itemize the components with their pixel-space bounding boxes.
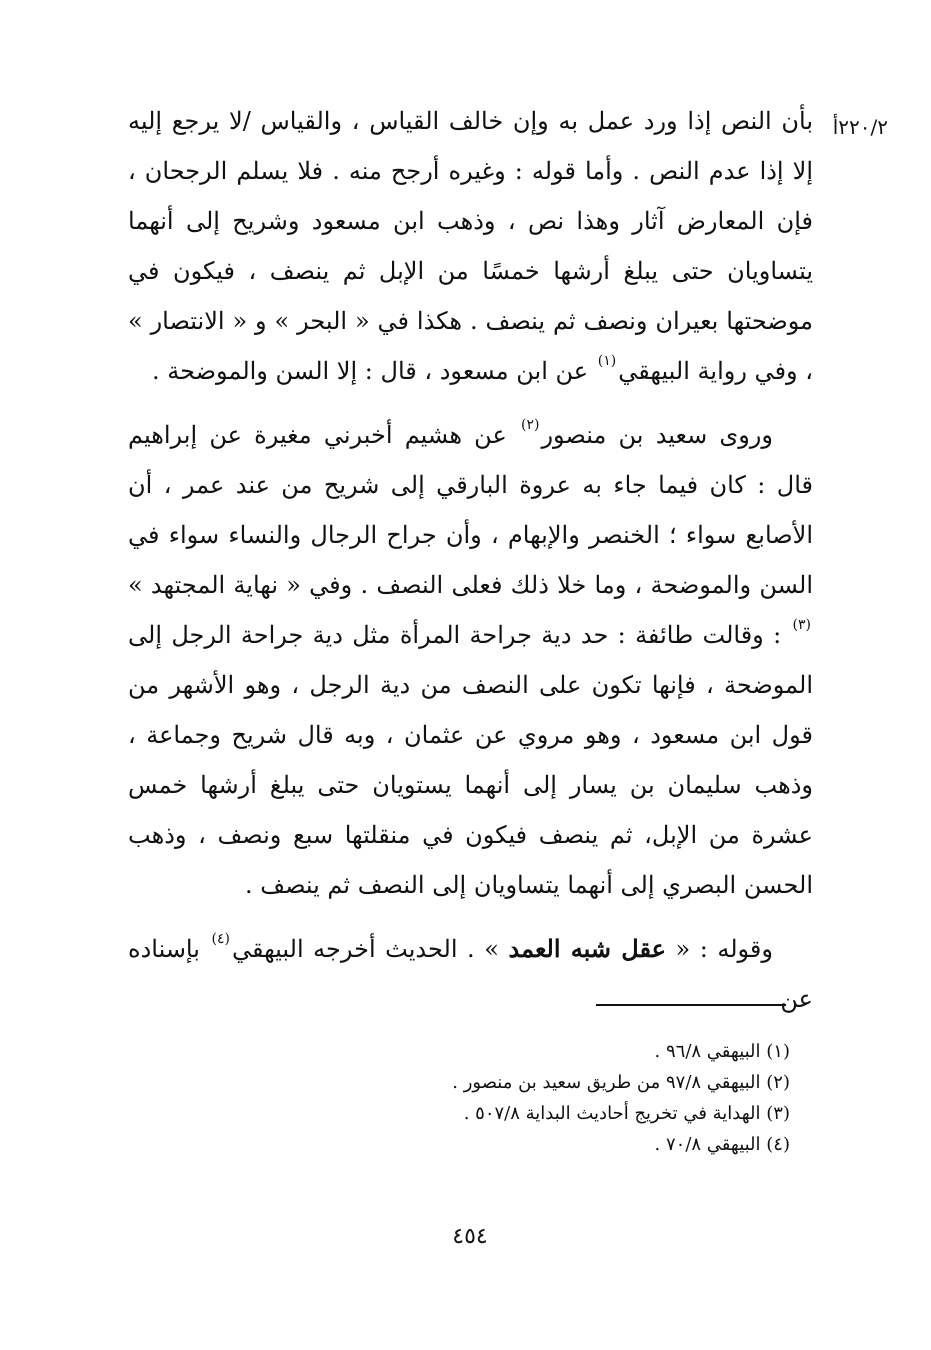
footnote-separator [596, 1004, 786, 1006]
paragraph-1-text: بأن النص إذا ورد عمل به وإن خالف القياس ، والقياس /لا يرجع إليه إلا إذا عدم النص . وأما قوله : وغيره أرجح منه . فلا يسلم الرجحان ، فإن المعارض آثار وهذا نص ، وذهب ابن مسعود وشريح إلى أنهما يتساويان حتى يبلغ أرشها خمسًا من الإبل ثم ينصف ، فيكون في موضحتها بعيران ونصف ثم ينصف . هكذا في « البحر » و « الانتصار » ، وفي رواية البيهقي [128, 107, 813, 385]
footnotes-list [200, 1036, 790, 1160]
footnote-marker-4[interactable]: (٤) [211, 931, 230, 947]
paragraph-3-text-continued: » . الحديث أخرجه البيهقي [231, 935, 499, 963]
paragraph-2-text: وروى سعيد بن منصور [541, 421, 773, 449]
manuscript-folio-reference: ٢٢٠/٢أ [832, 115, 888, 139]
paragraph-3 [128, 924, 813, 1024]
paragraph-2-text-continued: عن هشيم أخبرني مغيرة عن إبراهيم قال : كان فيما جاء به عروة البارقي إلى شريح من عند عمر ، أن الأصابع سواء ؛ الخنصر والإبهام ، وأن جراح الرجال والنساء سواء في السن والموضحة ، وما خلا ذلك فعلى النصف . وفي « نهاية المجتهد » [128, 421, 813, 599]
paragraph-3-text-final: بإسناده عن [128, 935, 813, 1013]
footnote-2: (٢) البيهقي ٩٧/٨ من طريق سعيد بن منصور . [452, 1072, 790, 1093]
footnote-1: (١) البيهقي ٩٦/٨ . [654, 1041, 790, 1062]
footnote-marker-2[interactable]: (٢) [520, 417, 540, 433]
paragraph-2-text-final: : وقالت طائفة : حد دية جراحة المرأة مثل دية جراحة الرجل إلى الموضحة ، فإنها تكون على النصف من دية الرجل ، وهو الأشهر من قول ابن مسعود ، وهو مروي عن عثمان ، وبه قال شريح وجماعة ، وذهب سليمان بن يسار إلى أنهما يستويان حتى يبلغ أرشها خمس عشرة من الإبل، ثم ينصف فيكون في منقلتها سبع ونصف ، وذهب الحسن البصري إلى أنهما يتساويان إلى النصف ثم ينصف . [128, 621, 813, 899]
page-number: ٤٥٤ [452, 1224, 488, 1249]
main-text [128, 96, 813, 1024]
footnote-marker-3[interactable]: (٣) [792, 617, 811, 633]
paragraph-3-bold-quote: عقل شبه العمد [508, 934, 666, 963]
footnote-marker-1[interactable]: (١) [597, 353, 617, 369]
paragraph-1 [128, 96, 813, 396]
footnote-4: (٤) البيهقي ٧٠/٨ . [654, 1134, 790, 1155]
paragraph-3-text: وقوله : « [675, 935, 773, 963]
paragraph-1-text-continued: عن ابن مسعود ، قال : إلا السن والموضحة . [152, 357, 589, 385]
footnote-3: (٣) الهداية في تخريج أحاديث البداية ٥٠٧/٨ . [463, 1103, 790, 1124]
paragraph-2 [128, 410, 813, 910]
